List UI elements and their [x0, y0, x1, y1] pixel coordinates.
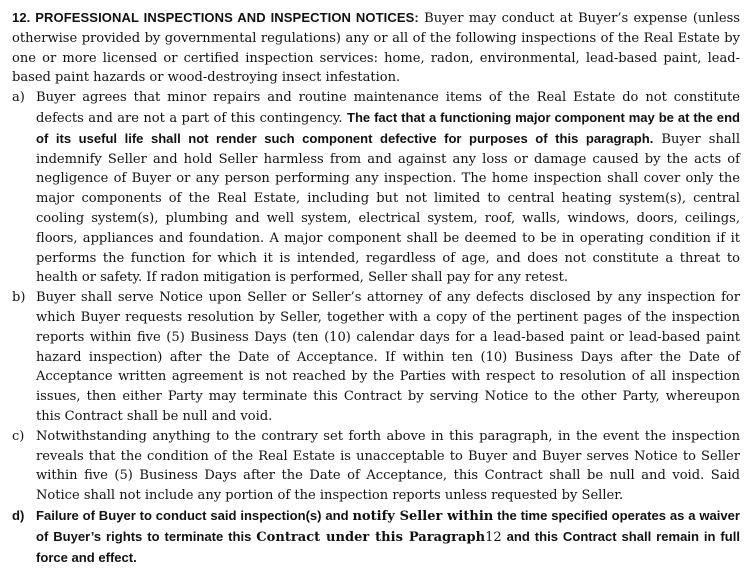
subsection-a-text-2: Buyer shall indemnify Seller and hold Seller harmless from and against any loss or damage caused by the acts of negligence of Buyer or any person performing any inspection. The home inspection shall cover only the major components of the Real Estate, including but not limited to central heating system(s), central cooling system(s), plumbing and well system, electrical system, roof, walls, windows, doors, ceilings, floors, appliances and foundation. A major component shall be deemed to be in operating condition if it performs the function for which it is intended, regardless of age, and does not constitute a threat to health or safety. If radon mitigation is performed, Seller shall pay for any retest. — [36, 131, 740, 286]
subsection-d-part-5: 12 — [485, 529, 502, 545]
subsection-a — [12, 88, 740, 288]
subsection-d-part-2: notify Seller within — [352, 508, 494, 524]
subsection-b — [12, 288, 740, 427]
subsection-d-part-3: the time specified operates as a waiver of Buyer’s rights to terminate this — [36, 507, 740, 544]
subsection-list — [12, 88, 740, 568]
subsection-a-text-1: Buyer agrees that minor repairs and routine maintenance items of the Real Estate do not constitute defects and are not a part of this contingency. — [36, 90, 740, 126]
subsection-a-marker: a) — [12, 90, 25, 106]
subsection-d-part-6: and this Contract shall remain in full force and effect. — [36, 528, 740, 565]
subsection-d-marker: d) — [12, 507, 25, 523]
subsection-c-tail: unless requested by Seller. — [444, 488, 624, 504]
subsection-d — [12, 506, 740, 568]
subsection-a-bold-clause: The fact that a functioning major component may be at the end of its useful life shall not render such component defective for purposes of this paragraph. — [36, 109, 741, 146]
subsection-b-text: Buyer shall serve Notice upon Seller or Seller’s attorney of any defects disclosed by any inspection for which Buyer requests resolution by Seller, together with a copy of the pertinent pages of the inspection reports within five (5) Business Days (ten (10) calendar days for a lead-based paint or lead-based paint hazard inspection) after the Date of Acceptance. If within ten (10) Business Days after the Date of Acceptance written agreement is not reached by the Parties with respect to resolution of all inspection issues, then either Party may terminate this Contract by serving Notice to the other Party, whereupon this Contract shall be null and void. — [36, 290, 740, 424]
subsection-c — [12, 427, 740, 506]
section-title: PROFESSIONAL INSPECTIONS AND INSPECTION NOTICES: — [35, 10, 419, 25]
subsection-b-marker: b) — [12, 290, 26, 306]
subsection-d-part-4: Contract under this Paragraph — [256, 529, 486, 545]
subsection-c-text: Notwithstanding anything to the contrary set forth above in this paragraph, in the event the inspection reveals that the condition of the Real Estate is unacceptable to Buyer and Buyer serves Notice to Seller within five (5) Business Days after the Date of Acceptance, this Contract shall be null and void. Said Notice shall not include any portion of the inspection reports — [36, 428, 740, 504]
section-heading-paragraph — [12, 8, 740, 88]
subsection-d-part-1: Failure of Buyer to conduct said inspection(s) and — [36, 507, 353, 523]
subsection-c-marker: c) — [12, 428, 25, 444]
section-number: 12. — [12, 10, 31, 25]
section-intro: Buyer may conduct at Buyer’s expense (unless otherwise provided by governmental regulations) any or all of the following inspections of the Real Estate by one or more licensed or certified inspection services: home, radon, environmental, lead-based paint, lead-based paint hazards or wood-destroying insect infestation. — [12, 11, 740, 86]
